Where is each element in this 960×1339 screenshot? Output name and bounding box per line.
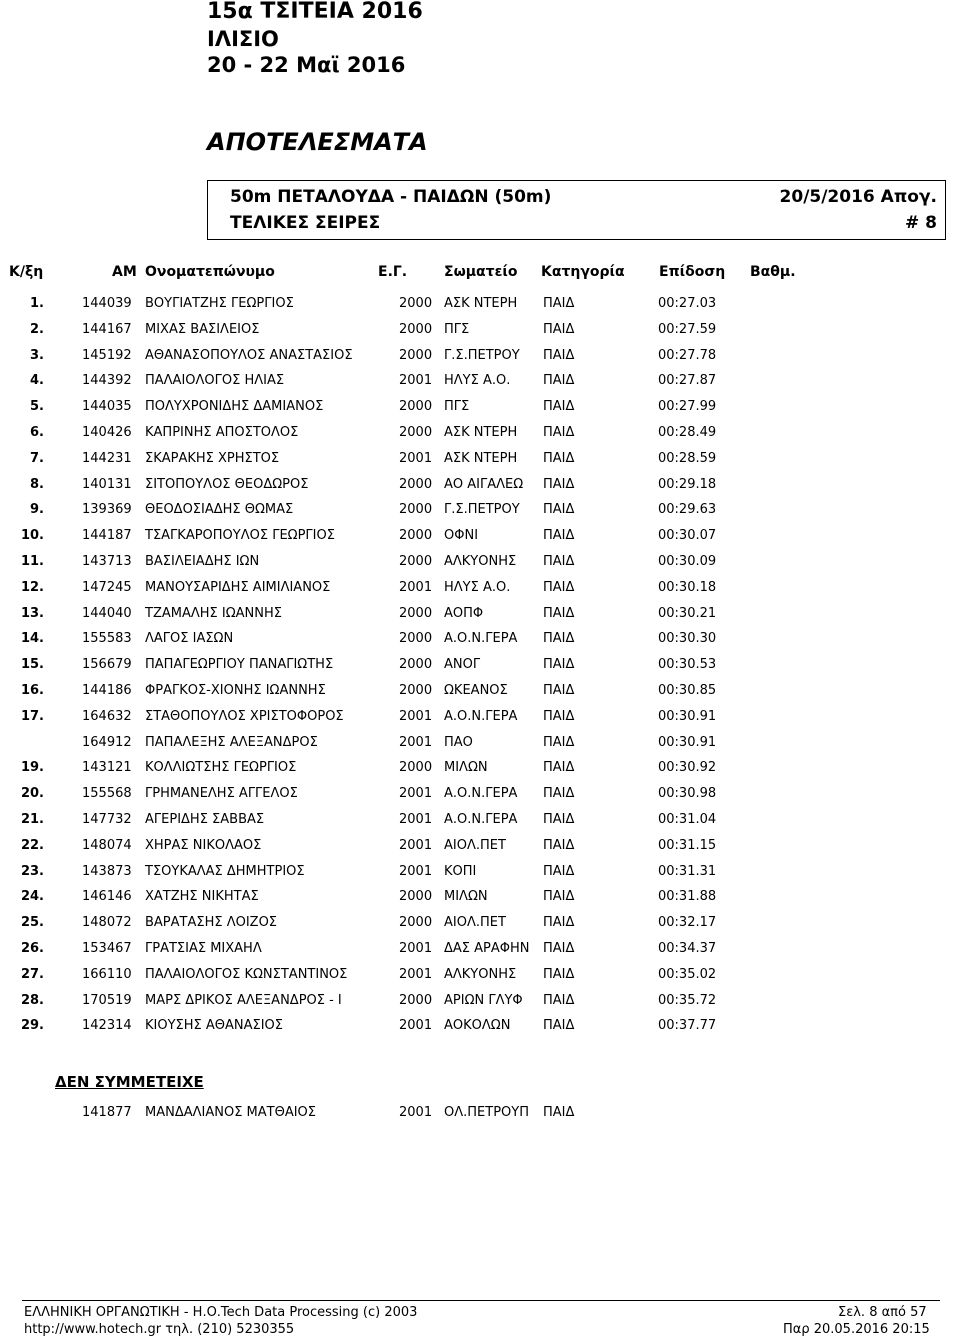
category-cell: ΠΑΙΔ	[543, 450, 575, 466]
time-cell: 00:37.77	[658, 1018, 717, 1034]
time-cell: 00:30.53	[658, 657, 717, 673]
club-cell: ΠΓΣ	[444, 321, 470, 337]
time-cell: 00:30.07	[658, 528, 717, 544]
time-cell: 00:34.37	[658, 941, 717, 956]
category-cell: ΠΑΙΔ	[543, 966, 575, 982]
club-cell: ΟΦΝΙ	[444, 528, 479, 544]
birth-year-cell: 2001	[399, 941, 433, 956]
table-row	[0, 348, 960, 374]
athlete-name-cell: ΧΗΡΑΣ ΝΙΚΟΛΑΟΣ	[145, 837, 262, 853]
athlete-id-cell: 141877	[82, 1105, 132, 1120]
event-date: 20/5/2016 Απογ.	[779, 187, 937, 207]
category-cell: ΠΑΙΔ	[543, 605, 575, 621]
time-cell: 00:31.31	[658, 863, 717, 879]
athlete-id-cell: 144187	[82, 528, 132, 544]
birth-year-cell: 2000	[399, 425, 433, 440]
athlete-name-cell: ΤΖΑΜΑΛΗΣ ΙΩΑΝΝΗΣ	[145, 605, 282, 621]
category-cell: ΠΑΙΔ	[543, 760, 575, 776]
athlete-name-cell: ΧΑΤΖΗΣ ΝΙΚΗΤΑΣ	[145, 889, 259, 905]
meet-venue: ΙΛΙΣΙΟ	[207, 27, 279, 51]
rank-cell: 13.	[20, 605, 44, 621]
birth-year-cell: 2001	[399, 812, 433, 827]
time-cell: 00:30.85	[658, 683, 717, 698]
table-row	[0, 399, 960, 425]
athlete-id-cell: 144040	[82, 605, 132, 621]
category-cell: ΠΑΙΔ	[543, 296, 575, 311]
category-cell: ΠΑΙΔ	[543, 863, 575, 879]
category-cell: ΠΑΙΔ	[543, 657, 575, 673]
birth-year-cell: 2000	[399, 683, 433, 698]
col-year-header: Ε.Γ.	[378, 264, 408, 280]
athlete-name-cell: ΠΟΛΥΧΡΟΝΙΔΗΣ ΔΑΜΙΑΝΟΣ	[145, 399, 324, 415]
time-cell: 00:27.87	[658, 373, 717, 389]
athlete-id-cell: 140131	[82, 476, 132, 492]
time-cell: 00:35.72	[658, 992, 717, 1008]
athlete-name-cell: ΑΘΑΝΑΣΟΠΟΥΛΟΣ ΑΝΑΣΤΑΣΙΟΣ	[145, 347, 353, 363]
category-cell: ΠΑΙΔ	[543, 708, 575, 724]
category-cell: ΠΑΙΔ	[543, 425, 575, 440]
category-cell: ΠΑΙΔ	[543, 631, 575, 647]
event-title: 50m ΠΕΤΑΛΟΥΔΑ - ΠΑΙΔΩΝ (50m)	[230, 187, 552, 207]
col-name-header: Ονοματεπώνυμο	[145, 264, 275, 280]
col-rank-header: Κ/ξη	[9, 264, 44, 280]
category-cell: ΠΑΙΔ	[543, 1105, 575, 1120]
birth-year-cell: 2000	[399, 399, 433, 415]
category-cell: ΠΑΙΔ	[543, 399, 575, 415]
category-cell: ΠΑΙΔ	[543, 347, 575, 363]
table-row	[0, 657, 960, 683]
col-id-header: ΑΜ	[112, 264, 137, 280]
category-cell: ΠΑΙΔ	[543, 683, 575, 698]
category-cell: ΠΑΙΔ	[543, 889, 575, 905]
club-cell: ΑΙΟΛ.ΠΕΤ	[444, 915, 506, 931]
col-category-header: Κατηγορία	[541, 264, 625, 280]
athlete-id-cell: 145192	[82, 347, 132, 363]
time-cell: 00:30.21	[658, 605, 717, 621]
rank-cell: 3.	[30, 347, 44, 363]
rank-cell: 29.	[20, 1018, 44, 1034]
rank-cell: 6.	[30, 425, 44, 440]
rank-cell: 1.	[30, 296, 44, 311]
footer-divider	[22, 1300, 940, 1301]
rank-cell: 16.	[20, 683, 44, 698]
birth-year-cell: 2001	[399, 708, 433, 724]
birth-year-cell: 2000	[399, 760, 433, 776]
athlete-name-cell: ΤΣΑΓΚΑΡΟΠΟΥΛΟΣ ΓΕΩΡΓΙΟΣ	[145, 528, 335, 544]
athlete-name-cell: ΜΑΝΔΑΛΙΑΝΟΣ ΜΑΤΘΑΙΟΣ	[145, 1105, 316, 1120]
birth-year-cell: 2000	[399, 631, 433, 647]
athlete-name-cell: ΠΑΛΑΙΟΛΟΓΟΣ ΚΩΝΣΤΑΝΤΙΝΟΣ	[145, 966, 348, 982]
athlete-id-cell: 147245	[82, 579, 132, 595]
athlete-id-cell: 144186	[82, 683, 132, 698]
table-row	[0, 554, 960, 580]
table-row	[0, 709, 960, 735]
rank-cell: 17.	[20, 708, 44, 724]
club-cell: ΟΛ.ΠΕΤΡΟΥΠ	[444, 1105, 529, 1120]
athlete-name-cell: ΓΡΑΤΣΙΑΣ ΜΙΧΑΗΛ	[145, 941, 262, 956]
athlete-name-cell: ΛΑΓΟΣ ΙΑΣΩΝ	[145, 631, 234, 647]
rank-cell: 20.	[20, 786, 44, 802]
athlete-name-cell: ΒΑΡΑΤΑΣΗΣ ΛΟΙΖΟΣ	[145, 915, 278, 931]
club-cell: ΔΑΣ ΑΡΑΦΗΝ	[444, 941, 530, 956]
rank-cell: 26.	[20, 941, 44, 956]
time-cell: 00:30.91	[658, 708, 717, 724]
table-row	[0, 993, 960, 1019]
table-row	[0, 683, 960, 709]
birth-year-cell: 2000	[399, 915, 433, 931]
birth-year-cell: 2001	[399, 579, 433, 595]
time-cell: 00:30.92	[658, 760, 717, 776]
category-cell: ΠΑΙΔ	[543, 812, 575, 827]
athlete-name-cell: ΑΓΕΡΙΔΗΣ ΣΑΒΒΑΣ	[145, 812, 265, 827]
athlete-id-cell: 164632	[82, 708, 132, 724]
athlete-id-cell: 142314	[82, 1018, 132, 1034]
club-cell: ΑΣΚ ΝΤΕΡΗ	[444, 450, 518, 466]
athlete-name-cell: ΚΑΠΡΙΝΗΣ ΑΠΟΣΤΟΛΟΣ	[145, 425, 299, 440]
athlete-id-cell: 164912	[82, 734, 132, 750]
dns-heading: ΔΕΝ ΣΥΜΜΕΤΕΙΧΕ	[55, 1073, 204, 1091]
table-row	[0, 296, 960, 322]
birth-year-cell: 2000	[399, 321, 433, 337]
event-subtitle: ΤΕΛΙΚΕΣ ΣΕΙΡΕΣ	[230, 213, 381, 233]
birth-year-cell: 2000	[399, 657, 433, 673]
table-row	[0, 1018, 960, 1044]
club-cell: ΗΛΥΣ Α.Ο.	[444, 579, 511, 595]
category-cell: ΠΑΙΔ	[543, 734, 575, 750]
athlete-name-cell: ΣΤΑΘΟΠΟΥΛΟΣ ΧΡΙΣΤΟΦΟΡΟΣ	[145, 708, 344, 724]
club-cell: ΑΣΚ ΝΤΕΡΗ	[444, 296, 518, 311]
athlete-id-cell: 166110	[82, 966, 132, 982]
birth-year-cell: 2001	[399, 837, 433, 853]
club-cell: Α.Ο.Ν.ΓΕΡΑ	[444, 812, 518, 827]
category-cell: ΠΑΙΔ	[543, 528, 575, 544]
time-cell: 00:31.15	[658, 837, 717, 853]
table-row	[0, 477, 960, 503]
birth-year-cell: 2000	[399, 528, 433, 544]
table-row	[0, 373, 960, 399]
birth-year-cell: 2000	[399, 605, 433, 621]
table-row	[0, 864, 960, 890]
birth-year-cell: 2001	[399, 450, 433, 466]
athlete-name-cell: ΒΑΣΙΛΕΙΑΔΗΣ ΙΩΝ	[145, 554, 260, 569]
club-cell: ΑΙΟΛ.ΠΕΤ	[444, 837, 506, 853]
time-cell: 00:27.03	[658, 296, 717, 311]
results-heading: ΑΠΟΤΕΛΕΣΜΑΤΑ	[207, 128, 428, 156]
category-cell: ΠΑΙΔ	[543, 476, 575, 492]
footer-page-number: Σελ. 8 από 57	[838, 1305, 927, 1320]
footer-company: ΕΛΛΗΝΙΚΗ ΟΡΓΑΝΩΤΙΚΗ - Η.Ο.Tech Data Processing (c) 2003	[24, 1305, 418, 1320]
club-cell: Α.Ο.Ν.ΓΕΡΑ	[444, 708, 518, 724]
birth-year-cell: 2001	[399, 966, 433, 982]
category-cell: ΠΑΙΔ	[543, 579, 575, 595]
athlete-id-cell: 153467	[82, 941, 132, 956]
rank-cell: 22.	[20, 837, 44, 853]
athlete-id-cell: 140426	[82, 425, 132, 440]
time-cell: 00:30.30	[658, 631, 717, 647]
athlete-name-cell: ΚΙΟΥΣΗΣ ΑΘΑΝΑΣΙΟΣ	[145, 1018, 283, 1034]
table-row	[0, 502, 960, 528]
birth-year-cell: 2000	[399, 347, 433, 363]
table-row	[0, 528, 960, 554]
category-cell: ΠΑΙΔ	[543, 992, 575, 1008]
time-cell: 00:27.78	[658, 347, 717, 363]
birth-year-cell: 2001	[399, 1018, 433, 1034]
athlete-name-cell: ΜΑΝΟΥΣΑΡΙΔΗΣ ΑΙΜΙΛΙΑΝΟΣ	[145, 579, 331, 595]
dns-row	[0, 1105, 960, 1131]
club-cell: Γ.Σ.ΠΕΤΡΟΥ	[444, 347, 520, 363]
club-cell: ΑΣΚ ΝΤΕΡΗ	[444, 425, 518, 440]
table-row	[0, 580, 960, 606]
rank-cell: 5.	[30, 399, 44, 415]
meet-title: 15α ΤΣΙΤΕΙΑ 2016	[207, 0, 423, 24]
birth-year-cell: 2001	[399, 786, 433, 802]
table-row	[0, 451, 960, 477]
time-cell: 00:30.91	[658, 734, 717, 750]
category-cell: ΠΑΙΔ	[543, 554, 575, 569]
footer-timestamp: Παρ 20.05.2016 20:15	[783, 1322, 930, 1337]
category-cell: ΠΑΙΔ	[543, 941, 575, 956]
table-row	[0, 967, 960, 993]
rank-cell: 19.	[20, 760, 44, 776]
table-row	[0, 889, 960, 915]
club-cell: ΠΓΣ	[444, 399, 470, 415]
athlete-name-cell: ΓΡΗΜΑΝΕΛΗΣ ΑΓΓΕΛΟΣ	[145, 786, 298, 802]
birth-year-cell: 2000	[399, 889, 433, 905]
time-cell: 00:31.88	[658, 889, 717, 905]
athlete-name-cell: ΠΑΠΑΓΕΩΡΓΙΟΥ ΠΑΝΑΓΙΩΤΗΣ	[145, 657, 334, 673]
rank-cell: 27.	[20, 966, 44, 982]
time-cell: 00:27.59	[658, 321, 717, 337]
rank-cell: 11.	[20, 554, 44, 569]
table-row	[0, 812, 960, 838]
birth-year-cell: 2000	[399, 554, 433, 569]
category-cell: ΠΑΙΔ	[543, 1018, 575, 1034]
club-cell: ΚΟΠΙ	[444, 863, 477, 879]
time-cell: 00:32.17	[658, 915, 717, 931]
birth-year-cell: 2000	[399, 476, 433, 492]
athlete-name-cell: ΚΟΛΛΙΩΤΣΗΣ ΓΕΩΡΓΙΟΣ	[145, 760, 297, 776]
time-cell: 00:30.18	[658, 579, 717, 595]
athlete-id-cell: 143121	[82, 760, 132, 776]
athlete-id-cell: 144035	[82, 399, 132, 415]
club-cell: Α.Ο.Ν.ΓΕΡΑ	[444, 631, 518, 647]
rank-cell: 24.	[20, 889, 44, 905]
athlete-name-cell: ΒΟΥΓΙΑΤΖΗΣ ΓΕΩΡΓΙΟΣ	[145, 296, 294, 311]
birth-year-cell: 2001	[399, 373, 433, 389]
club-cell: ΗΛΥΣ Α.Ο.	[444, 373, 511, 389]
athlete-id-cell: 156679	[82, 657, 132, 673]
club-cell: ΑΛΚΥΟΝΗΣ	[444, 554, 517, 569]
club-cell: ΑΝΟΓ	[444, 657, 481, 673]
category-cell: ΠΑΙΔ	[543, 915, 575, 931]
athlete-id-cell: 148074	[82, 837, 132, 853]
table-row	[0, 322, 960, 348]
club-cell: Γ.Σ.ΠΕΤΡΟΥ	[444, 502, 520, 518]
athlete-name-cell: ΠΑΠΑΛΕΞΗΣ ΑΛΕΞΑΝΔΡΟΣ	[145, 734, 318, 750]
club-cell: ΑΡΙΩΝ ΓΛΥΦ	[444, 992, 523, 1008]
birth-year-cell: 2001	[399, 863, 433, 879]
time-cell: 00:27.99	[658, 399, 717, 415]
rank-cell: 28.	[20, 992, 44, 1008]
club-cell: ΑΟ ΑΙΓΑΛΕΩ	[444, 476, 524, 492]
club-cell: ΜΙΛΩΝ	[444, 889, 488, 905]
birth-year-cell: 2001	[399, 734, 433, 750]
col-club-header: Σωματείο	[444, 264, 518, 280]
athlete-name-cell: ΤΣΟΥΚΑΛΑΣ ΔΗΜΗΤΡΙΟΣ	[145, 863, 305, 879]
athlete-id-cell: 146146	[82, 889, 132, 905]
athlete-name-cell: ΦΡΑΓΚΟΣ-ΧΙΟΝΗΣ ΙΩΑΝΝΗΣ	[145, 683, 326, 698]
athlete-id-cell: 144167	[82, 321, 132, 337]
table-row	[0, 941, 960, 967]
rank-cell: 9.	[30, 502, 44, 518]
rank-cell: 25.	[20, 915, 44, 931]
birth-year-cell: 2001	[399, 1105, 433, 1120]
table-row	[0, 735, 960, 761]
athlete-id-cell: 144039	[82, 296, 132, 311]
event-box	[207, 180, 946, 240]
rank-cell: 7.	[30, 450, 44, 466]
club-cell: ΠΑΟ	[444, 734, 473, 750]
athlete-name-cell: ΘΕΟΔΟΣΙΑΔΗΣ ΘΩΜΑΣ	[145, 502, 294, 518]
athlete-id-cell: 144231	[82, 450, 132, 466]
athlete-id-cell: 139369	[82, 502, 132, 518]
club-cell: ΑΟΚΟΛΩΝ	[444, 1018, 511, 1034]
rank-cell: 12.	[20, 579, 44, 595]
athlete-id-cell: 143713	[82, 554, 132, 569]
rank-cell: 10.	[20, 528, 44, 544]
birth-year-cell: 2000	[399, 992, 433, 1008]
athlete-name-cell: ΜΙΧΑΣ ΒΑΣΙΛΕΙΟΣ	[145, 321, 260, 337]
athlete-name-cell: ΣΚΑΡΑΚΗΣ ΧΡΗΣΤΟΣ	[145, 450, 280, 466]
rank-cell: 14.	[20, 631, 44, 647]
time-cell: 00:28.49	[658, 425, 717, 440]
table-row	[0, 631, 960, 657]
category-cell: ΠΑΙΔ	[543, 837, 575, 853]
time-cell: 00:31.04	[658, 812, 717, 827]
birth-year-cell: 2000	[399, 502, 433, 518]
athlete-name-cell: ΠΑΛΑΙΟΛΟΓΟΣ ΗΛΙΑΣ	[145, 373, 285, 389]
club-cell: ΑΛΚΥΟΝΗΣ	[444, 966, 517, 982]
rank-cell: 15.	[20, 657, 44, 673]
category-cell: ΠΑΙΔ	[543, 321, 575, 337]
table-row	[0, 786, 960, 812]
rank-cell: 2.	[30, 321, 44, 337]
table-row	[0, 838, 960, 864]
rank-cell: 21.	[20, 812, 44, 827]
club-cell: Α.Ο.Ν.ΓΕΡΑ	[444, 786, 518, 802]
athlete-id-cell: 148072	[82, 915, 132, 931]
time-cell: 00:29.63	[658, 502, 717, 518]
table-row	[0, 915, 960, 941]
col-points-header: Βαθμ.	[750, 264, 796, 280]
time-cell: 00:30.09	[658, 554, 717, 569]
table-row	[0, 606, 960, 632]
time-cell: 00:30.98	[658, 786, 717, 802]
time-cell: 00:29.18	[658, 476, 717, 492]
athlete-id-cell: 155568	[82, 786, 132, 802]
footer-contact: http://www.hotech.gr τηλ. (210) 5230355	[24, 1322, 295, 1337]
athlete-id-cell: 170519	[82, 992, 132, 1008]
athlete-id-cell: 147732	[82, 812, 132, 827]
birth-year-cell: 2000	[399, 296, 433, 311]
rank-cell: 4.	[30, 373, 44, 389]
time-cell: 00:35.02	[658, 966, 717, 982]
rank-cell: 23.	[20, 863, 44, 879]
club-cell: ΑΟΠΦ	[444, 605, 484, 621]
athlete-id-cell: 143873	[82, 863, 132, 879]
club-cell: ΜΙΛΩΝ	[444, 760, 488, 776]
col-time-header: Επίδοση	[659, 264, 726, 280]
time-cell: 00:28.59	[658, 450, 717, 466]
club-cell: ΩΚΕΑΝΟΣ	[444, 683, 508, 698]
athlete-name-cell: ΣΙΤΟΠΟΥΛΟΣ ΘΕΟΔΩΡΟΣ	[145, 476, 309, 492]
category-cell: ΠΑΙΔ	[543, 373, 575, 389]
athlete-name-cell: ΜΑΡΣ ΔΡΙΚΟΣ ΑΛΕΞΑΝΔΡΟΣ - Ι	[145, 992, 342, 1008]
event-number: # 8	[905, 213, 937, 233]
athlete-id-cell: 155583	[82, 631, 132, 647]
category-cell: ΠΑΙΔ	[543, 786, 575, 802]
table-row	[0, 425, 960, 451]
athlete-id-cell: 144392	[82, 373, 132, 389]
category-cell: ΠΑΙΔ	[543, 502, 575, 518]
meet-dates: 20 - 22 Μαϊ 2016	[207, 53, 406, 77]
rank-cell: 8.	[30, 476, 44, 492]
table-row	[0, 760, 960, 786]
